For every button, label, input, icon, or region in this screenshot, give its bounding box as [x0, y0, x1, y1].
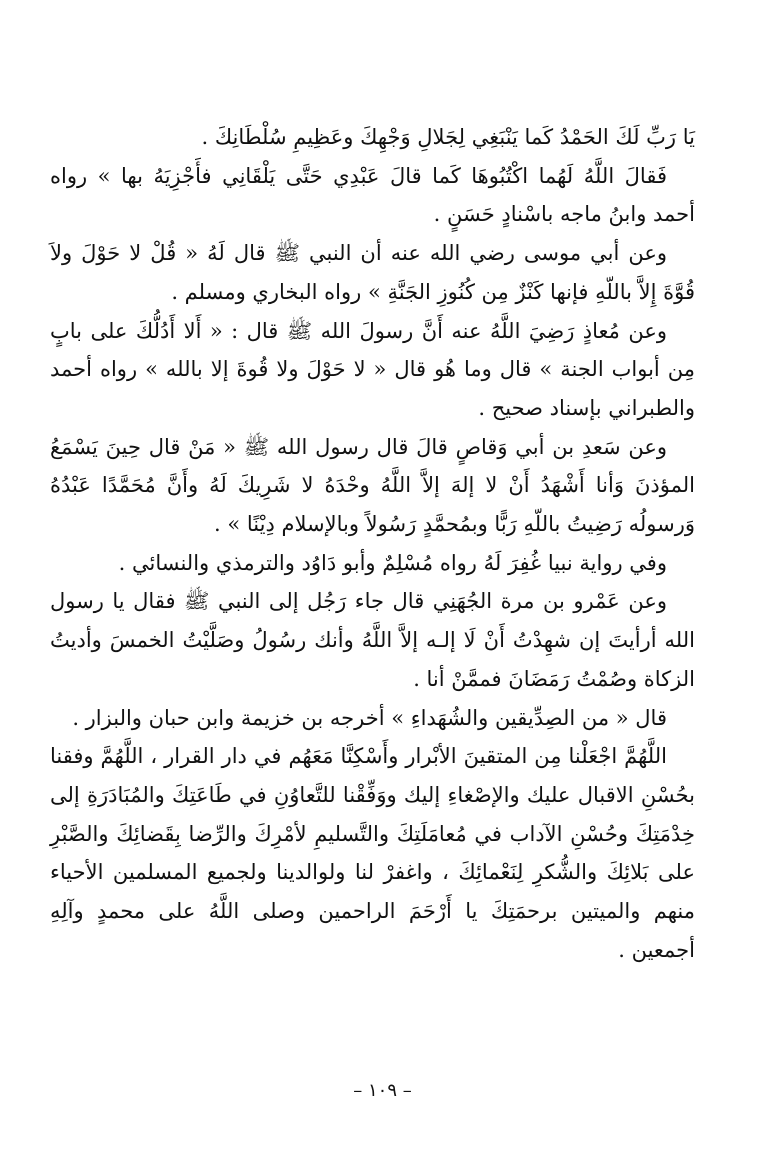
paragraph: وعن عَمْرو بن مرة الجُهَنِي قال جاء رَجُل إلى النبي ﷺ فقال يا رسول الله أرأيتَ إن شهِدْتُ أَنْ لَا إلـه إلاَّ اللَّهُ وأنك رسُولُ وصَلَّيْتُ الخمسَ وأديتُ الزكاة وصُمْتُ رَمَضَانَ فممَّنْ أنا . — [50, 589, 695, 691]
paragraph: اللَّهُمَّ اجْعَلْنا مِن المتقينَ الأبْرار وأَسْكِنَّا مَعَهُم في دار القرار ، اللَّهُمَّ وفقنا بحُسْنِ الاقبال عليك والإصْغاءِ إليك ووَفِّقْنا للتَّعاوُنِ في طَاعَتِكَ والمُبَادَرَةِ إلى خِدْمَتِكَ وحُسْنِ الآداب في مُعامَلَتِكَ والتَّسليمِ لأمْرِكَ والرِّضا بِقَضائِكَ والصَّبْرِ على بَلائِكَ والشُّكرِ لِنَعْمائِكَ ، واغفرْ لنا ولوالدينا ولجميع المسلمين الأحياء منهم والميتين برحمَتِكَ يا أَرْحَمَ الراحمين وصلى اللَّهُ على محمدٍ وآلِهِ أجمعين . — [50, 744, 695, 962]
page-body-text — [50, 118, 695, 969]
paragraph: يَا رَبِّ لَكَ الحَمْدُ كَما يَنْبَغِي لِجَلالِ وَجْهِكَ وعَظِيمِ سُلْطَانِكَ . — [201, 125, 695, 149]
paragraph: وعن أبي موسى رضي الله عنه أن النبي ﷺ قال لَهُ « قُلْ لا حَوْلَ ولاَ قُوَّةَ إِلاَّ باللّهِ فإنها كَنْزٌ مِن كُنُوزِ الجَنَّةِ » رواه البخاري ومسلم . — [50, 241, 695, 304]
paragraph: فَقالَ اللَّهُ لَهُما اكْتُبُوهَا كَما قالَ عَبْدِي حَتَّى يَلْقَانِي فأَجْزِيَهُ بها » رواه أحمد وابنُ ماجه باسْنادٍ حَسَنٍ . — [50, 163, 695, 227]
paragraph: وعن مُعاذٍ رَضِيَ اللَّهُ عنه أَنَّ رسولَ الله ﷺ قال : « أَلا أَدُلُّكَ على بابٍ مِن أبواب الجنة » قال وما هُو قال « لا حَوْلَ ولا قُوةَ إلا بالله » رواه أحمد والطبراني بإسناد صحيح . — [50, 318, 695, 420]
paragraph: وفي رواية نبيا غُفِرَ لَهُ رواه مُسْلِمٌ وأبو دَاوُد والترمذي والنسائي . — [118, 550, 667, 575]
paragraph: وعن سَعدِ بن أبي وَقاصٍ قالَ قال رسول الله ﷺ « مَنْ قال حِينَ يَسْمَعُ المؤذنَ وَأنا أَشْهَدُ أَنْ لا إلهَ إلاَّ اللَّهُ وحْدَهُ لا شَرِيكَ لَهُ وأَنَّ مُحَمَّدًا عَبْدُهُ وَرسولُه رَضِيتُ باللّهِ رَبًّا وبمُحمَّدٍ رَسُولاً وبالإسلام دِيْنًا » . — [50, 434, 695, 537]
paragraph: قال « من الصِدِّيقين والشُهَداءِ » أخرجه بن خزيمة وابن حبان والبزار . — [72, 705, 667, 730]
page-number: – ١٠٩ – — [353, 1080, 412, 1101]
